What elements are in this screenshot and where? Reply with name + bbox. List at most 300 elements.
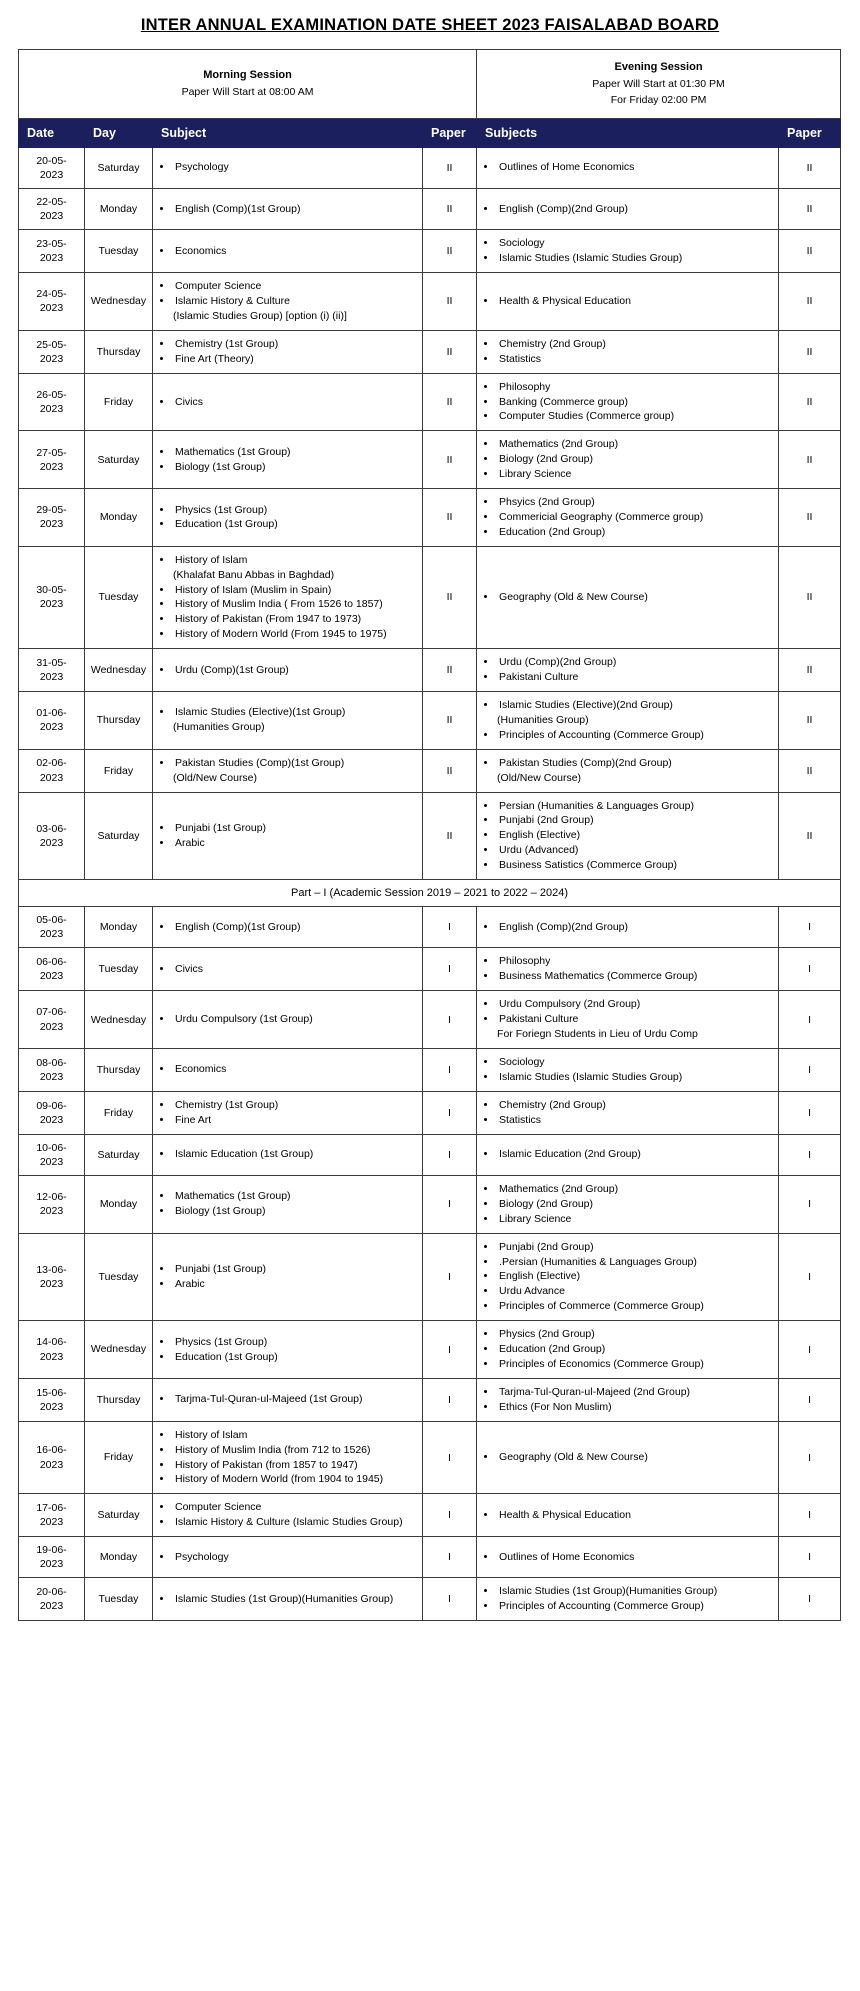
cell-day: Wednesday xyxy=(85,273,153,331)
cell-paper-morning: II xyxy=(423,330,477,373)
subject-item: • Physics (1st Group) xyxy=(173,503,418,518)
subject-item: • Mathematics (1st Group) xyxy=(173,445,418,460)
table-row xyxy=(19,649,841,692)
cell-day: Tuesday xyxy=(85,948,153,991)
cell-morning-subjects xyxy=(153,1233,423,1321)
cell-date: 10-06- 2023 xyxy=(19,1134,85,1175)
cell-paper-morning: II xyxy=(423,147,477,188)
cell-evening-subjects xyxy=(477,330,779,373)
cell-morning-subjects xyxy=(153,1321,423,1379)
cell-paper-morning: II xyxy=(423,431,477,489)
subject-item: • Arabic xyxy=(173,836,418,851)
subject-item: • Banking (Commerce group) xyxy=(497,395,774,410)
table-row xyxy=(19,1378,841,1421)
subject-item: • Punjabi (1st Group) xyxy=(173,1262,418,1277)
subject-item: • Islamic Studies (Elective)(1st Group) xyxy=(173,705,418,720)
cell-date: 15-06- 2023 xyxy=(19,1378,85,1421)
subject-item: • Phsyics (2nd Group) xyxy=(497,495,774,510)
cell-morning-subjects xyxy=(153,649,423,692)
subject-item: • History of Pakistan (from 1857 to 1947) xyxy=(173,1458,418,1473)
cell-evening-subjects xyxy=(477,373,779,431)
morning-session-header xyxy=(19,50,477,119)
cell-morning-subjects xyxy=(153,749,423,792)
cell-day: Tuesday xyxy=(85,230,153,273)
subject-item: • Philosophy xyxy=(497,380,774,395)
subject-item: • Mathematics (1st Group) xyxy=(173,1189,418,1204)
subject-item: • Health & Physical Education xyxy=(497,1508,774,1523)
subject-item: • Outlines of Home Economics xyxy=(497,1550,774,1565)
subject-item: • Computer Studies (Commerce group) xyxy=(497,409,774,424)
cell-morning-subjects xyxy=(153,907,423,948)
cell-evening-subjects xyxy=(477,692,779,750)
subject-item: • Islamic Studies (Elective)(2nd Group) xyxy=(497,698,774,713)
cell-evening-subjects xyxy=(477,489,779,547)
subject-item: • Biology (1st Group) xyxy=(173,1204,418,1219)
cell-day: Thursday xyxy=(85,1048,153,1091)
cell-date: 17-06- 2023 xyxy=(19,1494,85,1537)
cell-paper-evening: I xyxy=(779,1578,841,1621)
cell-morning-subjects xyxy=(153,1048,423,1091)
subject-item: • Business Mathematics (Commerce Group) xyxy=(497,969,774,984)
subject-item: • Islamic Studies (Islamic Studies Group) xyxy=(497,251,774,266)
cell-date: 03-06- 2023 xyxy=(19,792,85,880)
date-sheet-table xyxy=(18,49,841,1621)
cell-date: 12-06- 2023 xyxy=(19,1175,85,1233)
subject-item: (Humanities Group) xyxy=(173,721,265,734)
cell-evening-subjects xyxy=(477,147,779,188)
cell-date: 30-05- 2023 xyxy=(19,546,85,648)
cell-paper-evening: I xyxy=(779,1048,841,1091)
part-divider-row xyxy=(19,880,841,907)
cell-paper-evening: II xyxy=(779,373,841,431)
subject-item: • Geography (Old & New Course) xyxy=(497,1450,774,1465)
cell-date: 02-06- 2023 xyxy=(19,749,85,792)
subject-item: For Foriegn Students in Lieu of Urdu Comp xyxy=(497,1028,698,1041)
cell-day: Tuesday xyxy=(85,1578,153,1621)
table-head xyxy=(19,50,841,119)
cell-paper-evening: II xyxy=(779,188,841,229)
cell-evening-subjects xyxy=(477,546,779,648)
subject-item: • Sociology xyxy=(497,1055,774,1070)
cell-evening-subjects xyxy=(477,1321,779,1379)
subject-item: • Computer Science xyxy=(173,1500,418,1515)
subject-item: • Tarjma-Tul-Quran-ul-Majeed (2nd Group) xyxy=(497,1385,774,1400)
cell-date: 24-05- 2023 xyxy=(19,273,85,331)
cell-day: Friday xyxy=(85,1421,153,1494)
table-row xyxy=(19,1421,841,1494)
col-header-paper-evening: Paper xyxy=(779,118,841,147)
subject-item: • Urdu Advance xyxy=(497,1284,774,1299)
subject-item: • Urdu (Advanced) xyxy=(497,843,774,858)
subject-item: • Biology (2nd Group) xyxy=(497,452,774,467)
subject-item: • Education (2nd Group) xyxy=(497,1342,774,1357)
cell-evening-subjects xyxy=(477,792,779,880)
cell-morning-subjects xyxy=(153,546,423,648)
cell-morning-subjects xyxy=(153,489,423,547)
subject-item: • Pakistan Studies (Comp)(2nd Group) xyxy=(497,756,774,771)
table-row xyxy=(19,1233,841,1321)
subject-item: • Principles of Accounting (Commerce Group) xyxy=(497,1599,774,1614)
subject-item: • History of Modern World (from 1904 to 1945) xyxy=(173,1472,418,1487)
table-row xyxy=(19,907,841,948)
subject-item: • Health & Physical Education xyxy=(497,294,774,309)
subject-item: • Statistics xyxy=(497,1113,774,1128)
subject-item: • Urdu (Comp)(2nd Group) xyxy=(497,655,774,670)
subject-item: • Sociology xyxy=(497,236,774,251)
cell-morning-subjects xyxy=(153,692,423,750)
cell-paper-morning: I xyxy=(423,907,477,948)
col-header-date: Date xyxy=(19,118,85,147)
subject-item: • Physics (2nd Group) xyxy=(497,1327,774,1342)
cell-day: Monday xyxy=(85,188,153,229)
cell-date: 23-05- 2023 xyxy=(19,230,85,273)
subject-item: • Education (1st Group) xyxy=(173,1350,418,1365)
subject-item: • Psychology xyxy=(173,1550,418,1565)
table-row xyxy=(19,1578,841,1621)
cell-paper-evening: I xyxy=(779,1233,841,1321)
cell-evening-subjects xyxy=(477,1048,779,1091)
cell-day: Tuesday xyxy=(85,1233,153,1321)
cell-paper-morning: I xyxy=(423,1421,477,1494)
subject-item: • History of Muslim India (from 712 to 1526) xyxy=(173,1443,418,1458)
subject-item: • Outlines of Home Economics xyxy=(497,160,774,175)
cell-paper-morning: II xyxy=(423,692,477,750)
subject-item: • Punjabi (1st Group) xyxy=(173,821,418,836)
cell-paper-morning: II xyxy=(423,188,477,229)
subject-item: • Islamic Education (1st Group) xyxy=(173,1147,418,1162)
cell-paper-evening: I xyxy=(779,1494,841,1537)
cell-morning-subjects xyxy=(153,1494,423,1537)
cell-day: Thursday xyxy=(85,330,153,373)
subject-item: • Statistics xyxy=(497,352,774,367)
cell-paper-morning: I xyxy=(423,1537,477,1578)
cell-day: Friday xyxy=(85,749,153,792)
cell-day: Wednesday xyxy=(85,1321,153,1379)
cell-day: Saturday xyxy=(85,431,153,489)
subject-item: • Education (1st Group) xyxy=(173,517,418,532)
cell-evening-subjects xyxy=(477,273,779,331)
cell-paper-morning: I xyxy=(423,1321,477,1379)
cell-paper-morning: I xyxy=(423,1134,477,1175)
subject-item: • English (Comp)(1st Group) xyxy=(173,202,418,217)
subject-item: (Humanities Group) xyxy=(497,713,589,726)
cell-paper-morning: II xyxy=(423,273,477,331)
cell-morning-subjects xyxy=(153,1378,423,1421)
cell-paper-morning: II xyxy=(423,373,477,431)
subject-item: • English (Elective) xyxy=(497,1269,774,1284)
subject-item: • Islamic History & Culture xyxy=(173,294,418,309)
table-row xyxy=(19,330,841,373)
cell-morning-subjects xyxy=(153,431,423,489)
subject-item: • History of Islam xyxy=(173,553,418,568)
table-row xyxy=(19,1321,841,1379)
cell-paper-morning: II xyxy=(423,489,477,547)
cell-paper-evening: II xyxy=(779,546,841,648)
table-row xyxy=(19,1134,841,1175)
subject-item: • Civics xyxy=(173,395,418,410)
subject-item: • History of Islam (Muslim in Spain) xyxy=(173,583,418,598)
table-row xyxy=(19,991,841,1049)
table-row xyxy=(19,489,841,547)
subject-item: • History of Muslim India ( From 1526 to 1857) xyxy=(173,597,418,612)
subject-item: (Old/New Course) xyxy=(173,771,258,784)
cell-day: Thursday xyxy=(85,1378,153,1421)
cell-morning-subjects xyxy=(153,147,423,188)
cell-paper-morning: II xyxy=(423,649,477,692)
cell-date: 31-05- 2023 xyxy=(19,649,85,692)
table-row xyxy=(19,273,841,331)
table-row xyxy=(19,431,841,489)
cell-date: 27-05- 2023 xyxy=(19,431,85,489)
subject-item: • Urdu Compulsory (2nd Group) xyxy=(497,997,774,1012)
cell-morning-subjects xyxy=(153,1175,423,1233)
table-body xyxy=(19,147,841,1621)
cell-day: Saturday xyxy=(85,147,153,188)
table-row xyxy=(19,1494,841,1537)
table-row xyxy=(19,546,841,648)
cell-evening-subjects xyxy=(477,1134,779,1175)
cell-date: 20-06- 2023 xyxy=(19,1578,85,1621)
cell-paper-morning: II xyxy=(423,792,477,880)
cell-paper-evening: II xyxy=(779,649,841,692)
cell-day: Monday xyxy=(85,489,153,547)
subject-item: (Old/New Course) xyxy=(497,771,582,784)
cell-date: 01-06- 2023 xyxy=(19,692,85,750)
subject-item: • Commericial Geography (Commerce group) xyxy=(497,510,774,525)
subject-item: • Psychology xyxy=(173,160,418,175)
cell-paper-evening: I xyxy=(779,907,841,948)
col-header-day: Day xyxy=(85,118,153,147)
table-row xyxy=(19,373,841,431)
cell-paper-evening: II xyxy=(779,692,841,750)
col-header-subjects-evening: Subjects xyxy=(477,118,779,147)
table-row xyxy=(19,1091,841,1134)
cell-paper-evening: I xyxy=(779,991,841,1049)
cell-day: Saturday xyxy=(85,1134,153,1175)
table-row xyxy=(19,1537,841,1578)
cell-date: 22-05- 2023 xyxy=(19,188,85,229)
table-row xyxy=(19,792,841,880)
cell-evening-subjects xyxy=(477,1091,779,1134)
cell-day: Monday xyxy=(85,1175,153,1233)
cell-morning-subjects xyxy=(153,991,423,1049)
cell-date: 06-06- 2023 xyxy=(19,948,85,991)
cell-paper-morning: II xyxy=(423,230,477,273)
cell-date: 29-05- 2023 xyxy=(19,489,85,547)
cell-morning-subjects xyxy=(153,273,423,331)
cell-day: Monday xyxy=(85,1537,153,1578)
cell-paper-evening: II xyxy=(779,431,841,489)
cell-paper-morning: II xyxy=(423,749,477,792)
subject-item: • Islamic Studies (1st Group)(Humanities Group) xyxy=(497,1584,774,1599)
cell-paper-evening: II xyxy=(779,273,841,331)
subject-item: • Biology (2nd Group) xyxy=(497,1197,774,1212)
subject-item: • Urdu Compulsory (1st Group) xyxy=(173,1012,418,1027)
cell-evening-subjects xyxy=(477,991,779,1049)
cell-evening-subjects xyxy=(477,230,779,273)
cell-morning-subjects xyxy=(153,1091,423,1134)
cell-evening-subjects xyxy=(477,188,779,229)
table-row xyxy=(19,230,841,273)
cell-paper-evening: I xyxy=(779,948,841,991)
subject-item: • Pakistani Culture xyxy=(497,1012,774,1027)
cell-date: 19-06- 2023 xyxy=(19,1537,85,1578)
cell-evening-subjects xyxy=(477,948,779,991)
table-row xyxy=(19,948,841,991)
subject-item: • History of Modern World (From 1945 to 1975) xyxy=(173,627,418,642)
cell-day: Saturday xyxy=(85,792,153,880)
cell-day: Wednesday xyxy=(85,649,153,692)
cell-evening-subjects xyxy=(477,1175,779,1233)
subject-item: • Library Science xyxy=(497,1212,774,1227)
subject-item: • Mathematics (2nd Group) xyxy=(497,1182,774,1197)
page-title: INTER ANNUAL EXAMINATION DATE SHEET 2023 FAISALABAD BOARD xyxy=(140,16,720,34)
cell-morning-subjects xyxy=(153,1578,423,1621)
cell-morning-subjects xyxy=(153,1421,423,1494)
subject-item: • Islamic Education (2nd Group) xyxy=(497,1147,774,1162)
table-row xyxy=(19,1048,841,1091)
table-row xyxy=(19,188,841,229)
cell-paper-evening: II xyxy=(779,749,841,792)
morning-session-time: Paper Will Start at 08:00 AM xyxy=(181,86,314,99)
subject-item: • Principles of Commerce (Commerce Group) xyxy=(497,1299,774,1314)
evening-session-time: Paper Will Start at 01:30 PM xyxy=(592,78,725,91)
subject-item: • Punjabi (2nd Group) xyxy=(497,813,774,828)
cell-paper-morning: I xyxy=(423,1494,477,1537)
cell-morning-subjects xyxy=(153,792,423,880)
subject-item: • Computer Science xyxy=(173,279,418,294)
cell-morning-subjects xyxy=(153,330,423,373)
subject-item: • Geography (Old & New Course) xyxy=(497,590,774,605)
cell-date: 08-06- 2023 xyxy=(19,1048,85,1091)
subject-item: • Mathematics (2nd Group) xyxy=(497,437,774,452)
part-divider-label: Part – I (Academic Session 2019 – 2021 to 2022 – 2024) xyxy=(19,880,841,907)
subject-item: • History of Islam xyxy=(173,1428,418,1443)
subject-item: • Biology (1st Group) xyxy=(173,460,418,475)
subject-item: • English (Elective) xyxy=(497,828,774,843)
subject-item: • Fine Art (Theory) xyxy=(173,352,418,367)
cell-paper-evening: I xyxy=(779,1175,841,1233)
subject-item: • Library Science xyxy=(497,467,774,482)
cell-date: 20-05- 2023 xyxy=(19,147,85,188)
cell-day: Saturday xyxy=(85,1494,153,1537)
cell-day: Monday xyxy=(85,907,153,948)
cell-paper-evening: II xyxy=(779,792,841,880)
subject-item: • English (Comp)(2nd Group) xyxy=(497,202,774,217)
cell-date: 13-06- 2023 xyxy=(19,1233,85,1321)
cell-paper-evening: II xyxy=(779,489,841,547)
cell-morning-subjects xyxy=(153,188,423,229)
subject-item: (Khalafat Banu Abbas in Baghdad) xyxy=(173,568,335,581)
cell-paper-evening: I xyxy=(779,1321,841,1379)
cell-date: 09-06- 2023 xyxy=(19,1091,85,1134)
cell-evening-subjects xyxy=(477,749,779,792)
cell-paper-morning: I xyxy=(423,1175,477,1233)
subject-item: • Chemistry (2nd Group) xyxy=(497,1098,774,1113)
subject-item: • Islamic History & Culture (Islamic Studies Group) xyxy=(173,1515,418,1530)
cell-morning-subjects xyxy=(153,373,423,431)
cell-date: 16-06- 2023 xyxy=(19,1421,85,1494)
cell-date: 07-06- 2023 xyxy=(19,991,85,1049)
cell-paper-morning: I xyxy=(423,1091,477,1134)
cell-paper-morning: I xyxy=(423,1578,477,1621)
cell-evening-subjects xyxy=(477,1233,779,1321)
cell-date: 26-05- 2023 xyxy=(19,373,85,431)
cell-evening-subjects xyxy=(477,1578,779,1621)
cell-paper-evening: I xyxy=(779,1091,841,1134)
subject-item: • History of Pakistan (From 1947 to 1973) xyxy=(173,612,418,627)
cell-paper-evening: I xyxy=(779,1378,841,1421)
subject-item: • Fine Art xyxy=(173,1113,418,1128)
subject-item: • Chemistry (2nd Group) xyxy=(497,337,774,352)
cell-evening-subjects xyxy=(477,1537,779,1578)
subject-item: • Economics xyxy=(173,244,418,259)
cell-paper-morning: I xyxy=(423,948,477,991)
cell-date: 25-05- 2023 xyxy=(19,330,85,373)
cell-day: Tuesday xyxy=(85,546,153,648)
evening-session-note: For Friday 02:00 PM xyxy=(610,94,707,107)
subject-item: • Philosophy xyxy=(497,954,774,969)
table-row xyxy=(19,749,841,792)
evening-session-name: Evening Session xyxy=(614,61,703,73)
subject-item: • Punjabi (2nd Group) xyxy=(497,1240,774,1255)
subject-item: (Islamic Studies Group) [option (i) (ii)] xyxy=(173,309,347,322)
col-header-subject-morning: Subject xyxy=(153,118,423,147)
cell-paper-morning: I xyxy=(423,1048,477,1091)
cell-morning-subjects xyxy=(153,948,423,991)
table-row xyxy=(19,692,841,750)
cell-paper-morning: I xyxy=(423,991,477,1049)
cell-day: Friday xyxy=(85,373,153,431)
cell-evening-subjects xyxy=(477,907,779,948)
cell-paper-morning: I xyxy=(423,1233,477,1321)
subject-item: • Pakistani Culture xyxy=(497,670,774,685)
cell-day: Wednesday xyxy=(85,991,153,1049)
cell-paper-morning: I xyxy=(423,1378,477,1421)
subject-item: • Arabic xyxy=(173,1277,418,1292)
cell-paper-evening: II xyxy=(779,230,841,273)
cell-evening-subjects xyxy=(477,1378,779,1421)
subject-item: • Business Satistics (Commerce Group) xyxy=(497,858,774,873)
subject-item: • Tarjma-Tul-Quran-ul-Majeed (1st Group) xyxy=(173,1392,418,1407)
cell-morning-subjects xyxy=(153,1537,423,1578)
subject-item: • Education (2nd Group) xyxy=(497,525,774,540)
cell-evening-subjects xyxy=(477,1421,779,1494)
subject-item: • Islamic Studies (Islamic Studies Group) xyxy=(497,1070,774,1085)
subject-item: • Pakistan Studies (Comp)(1st Group) xyxy=(173,756,418,771)
subject-item: • Principles of Accounting (Commerce Group) xyxy=(497,728,774,743)
cell-morning-subjects xyxy=(153,230,423,273)
cell-evening-subjects xyxy=(477,1494,779,1537)
cell-date: 14-06- 2023 xyxy=(19,1321,85,1379)
subject-item: • English (Comp)(1st Group) xyxy=(173,920,418,935)
col-header-paper-morning: Paper xyxy=(423,118,477,147)
cell-paper-evening: I xyxy=(779,1134,841,1175)
subject-item: • Civics xyxy=(173,962,418,977)
subject-item: • Urdu (Comp)(1st Group) xyxy=(173,663,418,678)
table-row xyxy=(19,147,841,188)
subject-item: • Chemistry (1st Group) xyxy=(173,1098,418,1113)
cell-evening-subjects xyxy=(477,649,779,692)
cell-paper-evening: II xyxy=(779,147,841,188)
subject-item: • Economics xyxy=(173,1062,418,1077)
morning-session-name: Morning Session xyxy=(203,69,292,82)
cell-paper-morning: II xyxy=(423,546,477,648)
subject-item: • Ethics (For Non Muslim) xyxy=(497,1400,774,1415)
subject-item: • Chemistry (1st Group) xyxy=(173,337,418,352)
cell-date: 05-06- 2023 xyxy=(19,907,85,948)
evening-session-header xyxy=(477,50,841,119)
